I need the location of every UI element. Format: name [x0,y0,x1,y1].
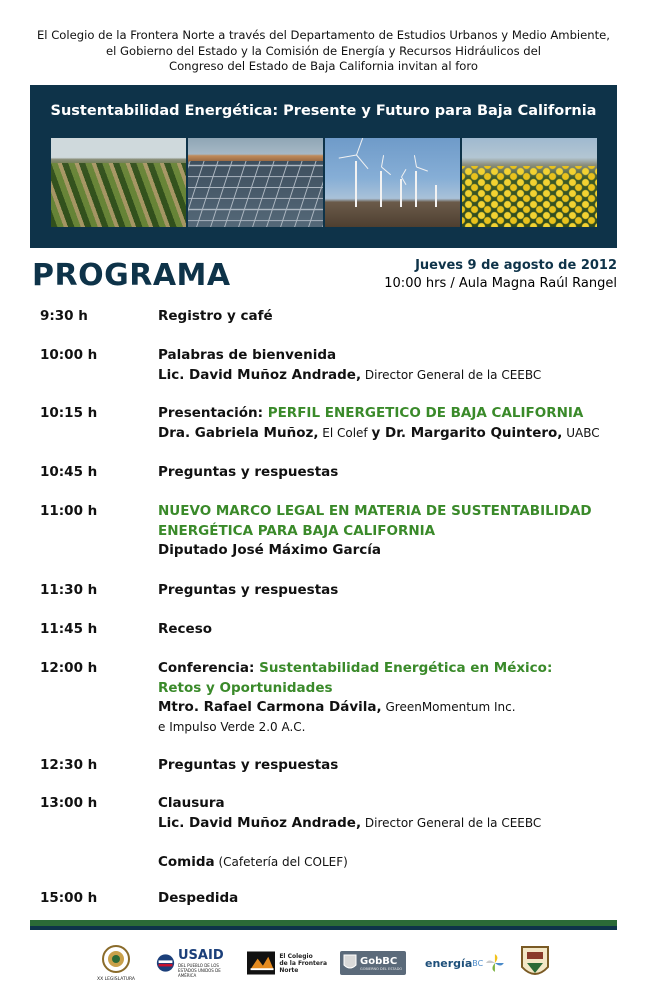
schedule-text: Mtro. Rafael Carmona Dávila, [158,699,382,715]
schedule-time: 13:00 h [40,795,98,811]
schedule-text: Presentación: [158,405,268,421]
colef-logo [247,938,327,988]
banner-title: Sustentabilidad Energética: Presente y Futuro para Baja California [50,103,597,119]
programa-heading: PROGRAMA [32,258,231,293]
schedule-text: ENERGÉTICA PARA BAJA CALIFORNIA [158,522,436,539]
schedule-text: Director General de la CEEBC [361,367,542,382]
schedule-time: 11:45 h [40,621,98,637]
schedule-time: 10:00 h [40,347,98,363]
schedule-time: 11:00 h [40,503,98,519]
schedule-text: Lic. David Muñoz Andrade, [158,814,362,831]
schedule-line [158,308,273,324]
state-shield-icon [520,943,550,983]
schedule-text: UABC [562,425,600,440]
schedule-text: Comida [158,853,215,870]
schedule-time: 10:15 h [40,405,98,421]
solar-panels-photo [188,138,323,227]
colef-mark-icon [247,950,275,976]
schedule-text: PERFIL ENERGETICO DE BAJA CALIFORNIA [267,405,584,421]
schedule-line [158,854,348,870]
schedule-line [158,425,600,441]
colef-label-1: El Colegio [279,952,313,960]
schedule-line [158,699,516,715]
intro-line-1: El Colegio de la Frontera Norte a través del Departamento de Estudios Urbanos y Medio Ambiente, [36,28,610,42]
schedule-time: 9:30 h [40,308,88,324]
pinwheel-icon [485,953,505,973]
schedule-text: Preguntas y respuestas [158,757,339,773]
schedule-text: y Dr. Margarito Quintero, [371,424,563,441]
schedule-text: Registro y café [158,308,273,324]
schedule-line [158,503,592,519]
schedule-line [158,542,381,558]
schedule-line [158,582,338,598]
schedule-line [158,405,583,421]
wind-turbines-photo [325,138,460,227]
schedule-text: Conferencia: [158,660,260,676]
schedule-text: El Colef [318,425,372,440]
schedule-text: Preguntas y respuestas [158,464,339,480]
event-banner [30,85,617,248]
schedule-text: NUEVO MARCO LEGAL EN MATERIA DE SUSTENTABILIDAD [158,503,592,519]
colef-label-3: Norte [279,966,299,974]
schedule-line [158,795,225,811]
legislatura-label: XX LEGISLATURA [96,976,136,982]
schedule-text: e Impulso Verde 2.0 A.C. [158,719,306,734]
state-shield-logo [520,938,552,988]
schedule-text: Sustentabilidad Energética en México: [259,660,553,676]
gobbc-logo [340,938,408,988]
intro-line-3: Congreso del Estado de Baja California invitan al foro [168,59,479,73]
schedule-text: Receso [158,621,213,637]
colef-label-2: de la Frontera [279,959,327,967]
schedule-time: 15:00 h [40,890,98,906]
schedule-text: (Cafetería del COLEF) [214,854,348,869]
yellow-flowers-photo [462,138,597,227]
usaid-seal-icon [156,952,175,974]
schedule-time: 10:45 h [40,464,98,480]
schedule-text: Diputado José Máximo García [158,542,382,558]
schedule-text: Lic. David Muñoz Andrade, [158,366,362,383]
schedule-line [158,367,541,383]
intro-line-2: el Gobierno del Estado y la Comisión de Energía y Recursos Hidráulicos del [105,43,542,58]
schedule-text: Preguntas y respuestas [158,582,339,598]
schedule-text: Dra. Gabriela Muñoz, [158,424,319,441]
schedule-line [158,621,212,637]
farm-field-photo [51,138,186,227]
schedule-line [158,347,336,363]
schedule-time: 12:30 h [40,757,98,773]
gobbc-label: GobBC [360,955,398,967]
usaid-sub-label: DEL PUEBLO DE LOS ESTADOS UNIDOS DE AMÉRICA [178,963,221,978]
banner-photos [51,138,597,227]
usaid-logo [156,938,236,988]
event-date: Jueves 9 de agosto de 2012 [415,258,617,273]
schedule-line [158,523,435,539]
intro-text [0,28,647,75]
event-place: 10:00 hrs / Aula Magna Raúl Rangel [384,276,617,291]
schedule-line [158,680,333,696]
gobbc-shield-icon [343,954,357,972]
schedule-text: Director General de la CEEBC [361,815,542,830]
legislatura-seal-icon [101,944,131,976]
energia-bc-label: BC [472,958,484,968]
schedule-line [158,757,338,773]
schedule-line [158,660,552,676]
usaid-label: USAID [178,948,224,963]
schedule-line [158,815,541,831]
energia-bc-logo [425,938,505,988]
schedule-text: GreenMomentum Inc. [381,700,516,714]
schedule-time: 12:00 h [40,660,98,676]
schedule-line [158,464,338,480]
schedule-text: Clausura [158,795,225,811]
energia-label: energía [425,956,473,970]
schedule-text: Retos y Oportunidades [158,679,333,696]
gobbc-sub-label: GOBIERNO DEL ESTADO [360,966,403,971]
schedule-line [158,890,238,906]
schedule-text: Despedida [158,890,239,906]
legislatura-logo [96,938,136,988]
footer-bar-navy [30,926,617,930]
schedule-text: Palabras de bienvenida [158,347,337,363]
schedule-time: 11:30 h [40,582,98,598]
sponsor-logos [0,938,647,994]
schedule-line [158,719,306,735]
